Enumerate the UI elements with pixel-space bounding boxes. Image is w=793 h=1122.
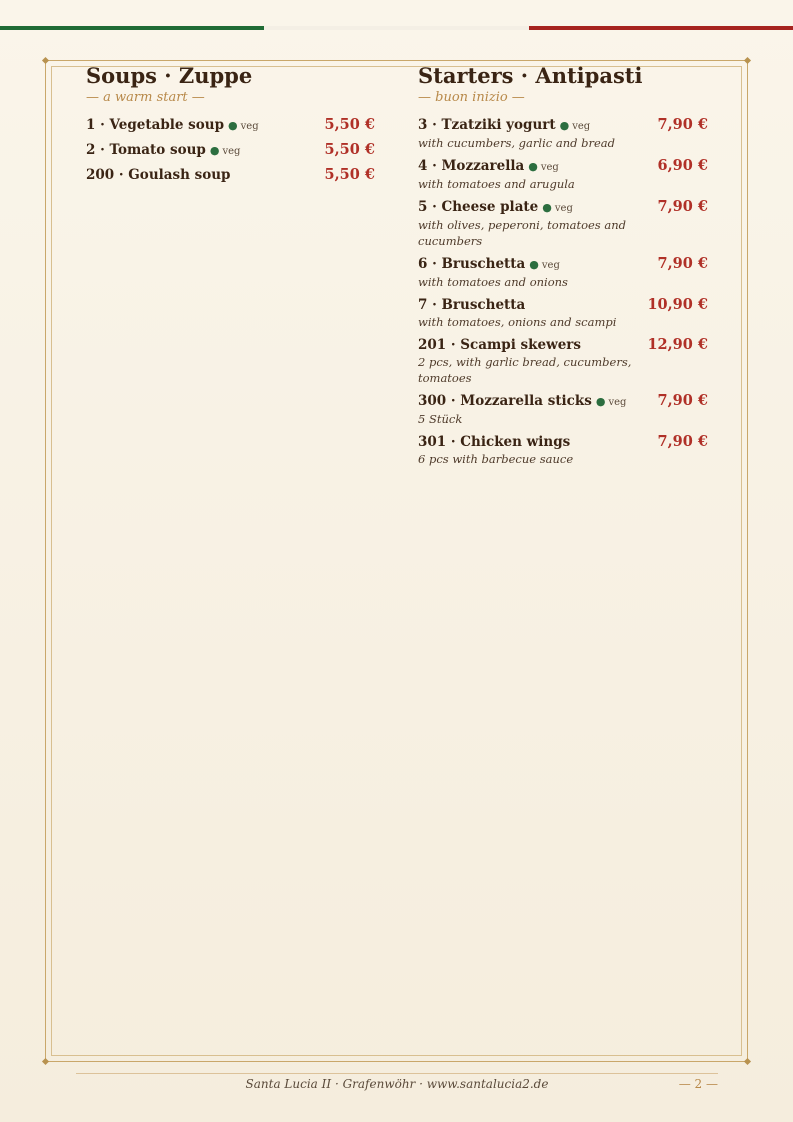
veg-dot-icon: ● xyxy=(528,160,538,173)
menu-item xyxy=(418,198,708,249)
menu-item-name xyxy=(418,393,626,411)
menu-item-description: with olives, peperoni, tomatoes and cucumbers xyxy=(418,218,626,248)
menu-item-title: 301 · Chicken wings xyxy=(418,434,571,450)
menu-item xyxy=(418,116,708,151)
menu-item-description: 2 pcs, with garlic bread, cucumbers, tomatoes xyxy=(418,355,632,385)
veg-label: veg xyxy=(554,203,573,214)
menu-item-price: 5,50 € xyxy=(324,116,375,133)
menu-item-row xyxy=(86,141,375,160)
menu-item-description: with tomatoes and arugula xyxy=(418,177,575,191)
menu-item-row xyxy=(418,116,708,135)
menu-item-description: with tomatoes, onions and scampi xyxy=(418,315,617,329)
menu-item xyxy=(418,433,708,467)
menu-item-description: 6 pcs with barbecue sauce xyxy=(418,452,574,466)
menu-item xyxy=(418,336,708,386)
footer-divider xyxy=(76,1073,718,1074)
menu-item-name xyxy=(418,434,570,451)
menu-list xyxy=(418,116,708,467)
veg-label: veg xyxy=(608,397,627,408)
section-title: Starters · Antipasti xyxy=(418,63,643,88)
veg-label: veg xyxy=(540,162,559,173)
menu-item-price: 7,90 € xyxy=(657,116,708,133)
menu-item-name xyxy=(86,142,240,160)
corner-ornament xyxy=(744,1058,751,1065)
veg-dot-icon: ● xyxy=(209,144,220,157)
menu-item-price: 7,90 € xyxy=(657,198,708,215)
veg-dot-icon: ● xyxy=(595,395,606,408)
menu-item xyxy=(86,141,375,160)
menu-item-description: 5 Stück xyxy=(418,412,463,426)
menu-item xyxy=(86,166,375,184)
menu-item-price: 10,90 € xyxy=(647,296,708,313)
menu-item-row xyxy=(418,392,708,411)
menu-item-title: 6 · Bruschetta xyxy=(418,256,526,272)
menu-item-title: 3 · Tzatziki yogurt xyxy=(418,117,556,133)
menu-item-row xyxy=(418,296,708,314)
menu-item-name xyxy=(418,117,590,135)
menu-item-title: 300 · Mozzarella sticks xyxy=(418,393,592,409)
menu-item-title: 7 · Bruschetta xyxy=(418,297,526,313)
menu-item xyxy=(86,116,375,135)
veg-dot-icon: ● xyxy=(529,258,539,271)
section-title: Soups · Zuppe xyxy=(86,63,253,88)
menu-item-price: 7,90 € xyxy=(657,392,708,409)
menu-list xyxy=(86,116,375,184)
menu-item-title: 200 · Goulash soup xyxy=(86,167,231,183)
menu-item-description: with tomatoes and onions xyxy=(418,275,568,289)
flag-white xyxy=(264,26,528,30)
menu-item-name xyxy=(418,199,573,217)
menu-item-row xyxy=(418,198,708,217)
menu-item-row xyxy=(86,116,375,135)
page-footer xyxy=(76,1077,718,1093)
menu-item-price: 7,90 € xyxy=(657,433,708,450)
menu-item-name xyxy=(418,297,525,314)
menu-item-title: 201 · Scampi skewers xyxy=(418,337,582,353)
menu-item-price: 5,50 € xyxy=(324,166,375,183)
section-subtitle: — a warm start — xyxy=(86,90,205,105)
veg-label: veg xyxy=(572,121,591,132)
menu-item-price: 7,90 € xyxy=(657,255,708,272)
menu-item-price: 5,50 € xyxy=(324,141,375,158)
menu-item xyxy=(418,157,708,192)
veg-dot-icon: ● xyxy=(228,119,238,132)
flag-red xyxy=(529,26,793,30)
veg-dot-icon: ● xyxy=(542,201,552,214)
menu-item-name xyxy=(86,117,259,135)
veg-label: veg xyxy=(240,121,259,132)
menu-item-name xyxy=(418,256,560,274)
menu-item-name xyxy=(418,337,581,354)
menu-item-row xyxy=(418,157,708,176)
veg-label: veg xyxy=(541,260,560,271)
menu-item-row xyxy=(418,336,708,354)
menu-item-name xyxy=(86,167,230,184)
menu-item-price: 6,90 € xyxy=(657,157,708,174)
veg-dot-icon: ● xyxy=(559,119,570,132)
menu-item-title: 5 · Cheese plate xyxy=(418,199,539,215)
menu-item-title: 1 · Vegetable soup xyxy=(86,117,225,133)
menu-item-title: 4 · Mozzarella xyxy=(418,158,525,174)
starters-section xyxy=(418,62,708,473)
menu-item-title: 2 · Tomato soup xyxy=(86,142,206,158)
section-subtitle: — buon inizio — xyxy=(418,90,525,105)
veg-label: veg xyxy=(222,146,241,157)
menu-item-name xyxy=(418,158,559,176)
menu-item-row xyxy=(418,433,708,451)
page-number: — 2 — xyxy=(678,1077,718,1091)
menu-item-row xyxy=(418,255,708,274)
menu-item-price: 12,90 € xyxy=(647,336,708,353)
flag-green xyxy=(0,26,264,30)
menu-item-description: with cucumbers, garlic and bread xyxy=(418,136,616,150)
footer-text: Santa Lucia II · Grafenwöhr · www.santalucia2.de xyxy=(245,1077,549,1091)
menu-item xyxy=(418,392,708,427)
menu-item-row xyxy=(86,166,375,184)
menu-item xyxy=(418,255,708,290)
menu-item xyxy=(418,296,708,330)
italian-flag-stripe xyxy=(0,26,793,30)
soups-section xyxy=(86,62,375,190)
